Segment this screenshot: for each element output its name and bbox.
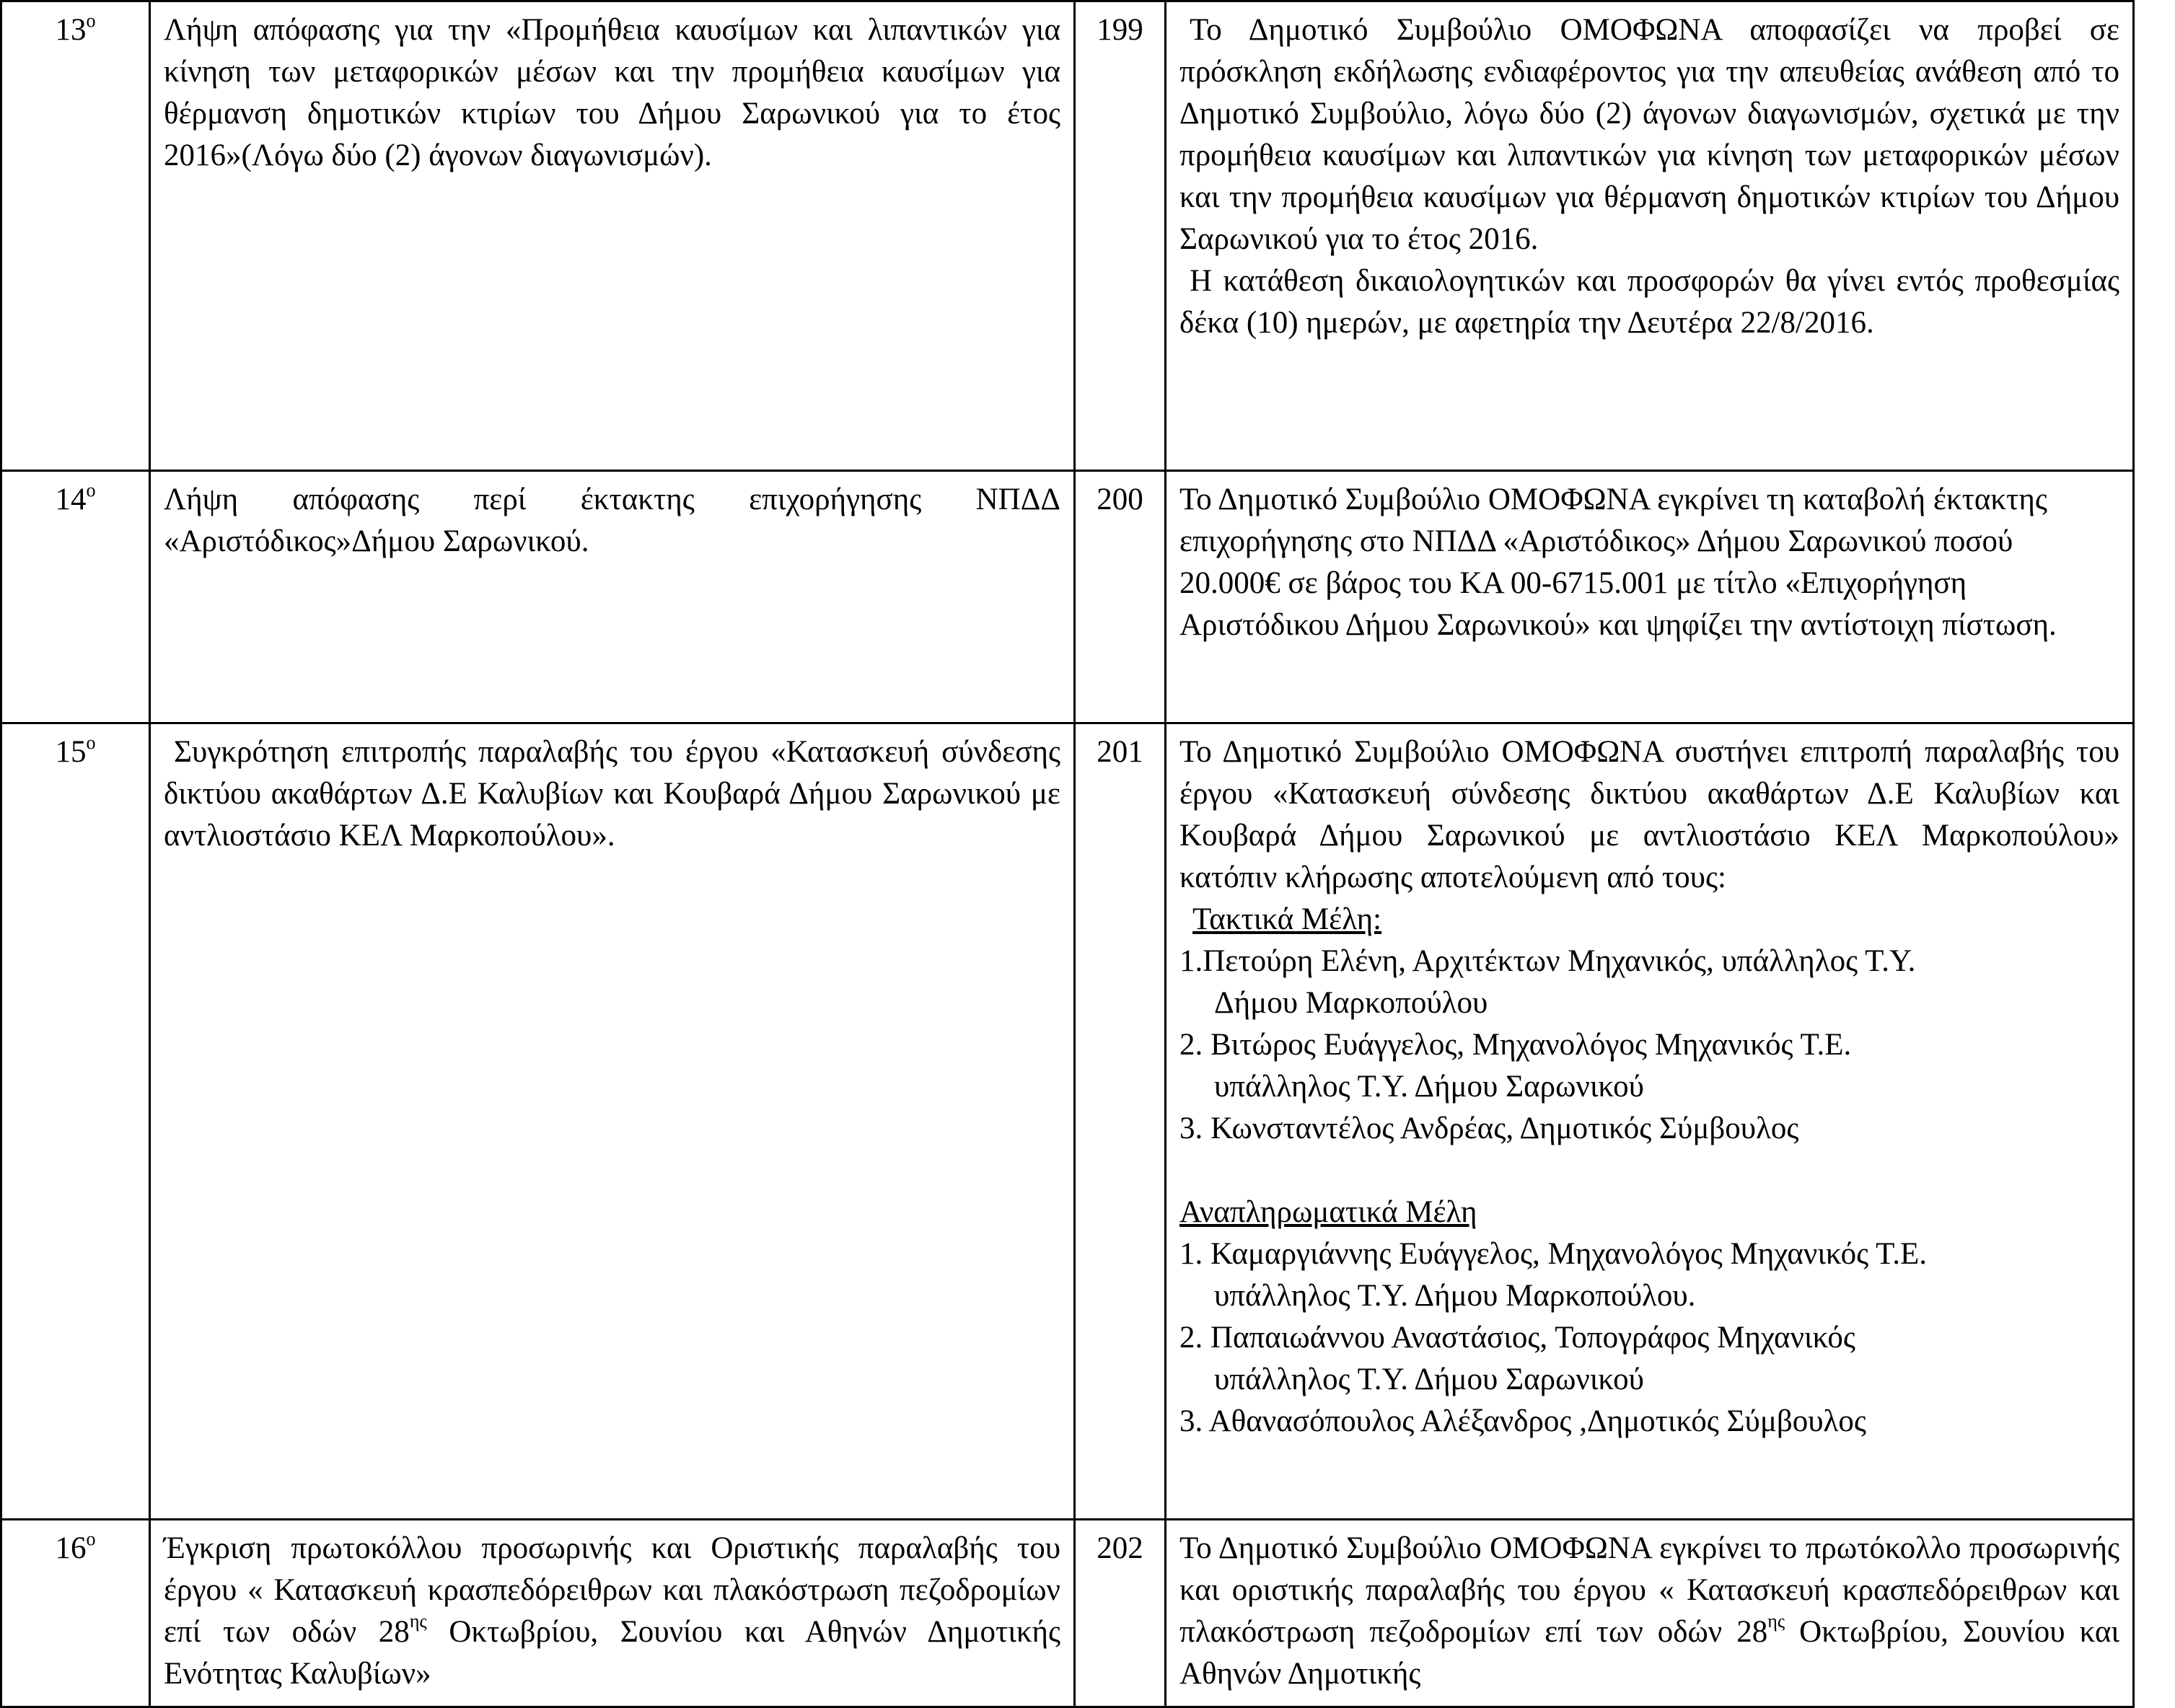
- table-row: [1, 471, 2134, 723]
- table-row: [1, 1, 2134, 471]
- decision-number: 200: [1097, 483, 1143, 516]
- table-row: [1, 723, 2134, 1520]
- decision-paragraph: Το Δημοτικό Συμβούλιο ΟΜΟΦΩΝΑ αποφασίζει να προβεί σε πρόσκληση εκδήλωσης ενδιαφέροντος για την απευθείας ανάθεση από το Δημοτικό Συμβούλιο, λόγω δύο (2) άγονων διαγωνισμών, σχετικά με την προμήθεια καυσίμων και λιπαντικών για κίνηση των μεταφορικών μέσων και την προμήθεια καυσίμων για θέρμανση δημοτικών κτιρίων του Δήμου Σαρωνικού για το έτος 2016.: [1179, 13, 2119, 256]
- decision-text: Το Δημοτικό Συμβούλιο ΟΜΟΦΩΝΑ εγκρίνει το πρωτόκολλο προσωρινής και οριστικής παραλαβής του έργου « Κατασκευή κρασπεδόρειθρων και πλακόστρωση πεζοδρομίων επί των οδών 28: [1179, 1531, 2119, 1649]
- subject-cell: [150, 723, 1075, 1520]
- member-line-continued: υπάλληλος Τ.Υ. Δήμου Σαρωνικού: [1214, 1070, 1644, 1104]
- regular-members-heading: Τακτικά Μέλη:: [1192, 902, 1382, 936]
- item-number-cell: [1, 1, 150, 471]
- subject-cell: [150, 1, 1075, 471]
- ordinal-suffix: ης: [1767, 1611, 1785, 1632]
- decision-paragraph: Το Δημοτικό Συμβούλιο ΟΜΟΦΩΝΑ εγκρίνει τη καταβολή έκτακτης επιχορήγησης στο ΝΠΔΔ «Αριστόδικος» Δήμου Σαρωνικού ποσού 20.000€ σε βάρος του ΚΑ 00-6715.001 με τίτλο «Επιχορήγηση Αριστόδικου Δήμου Σαρωνικού» και ψηφίζει την αντίστοιχη πίστωση.: [1179, 483, 2057, 642]
- ordinal-suffix: ο: [86, 10, 96, 31]
- item-number: 15: [55, 735, 87, 769]
- table-row: [1, 1520, 2134, 1707]
- decision-cell: [1166, 723, 2134, 1520]
- member-line-continued: υπάλληλος Τ.Υ. Δήμου Μαρκοπούλου.: [1214, 1279, 1696, 1313]
- member-line: 2. Βιτώρος Ευάγγελος, Μηχανολόγος Μηχανικός Τ.Ε.: [1179, 1028, 1852, 1062]
- member-line-continued: υπάλληλος Τ.Υ. Δήμου Σαρωνικού: [1214, 1363, 1644, 1396]
- item-number-cell: [1, 723, 150, 1520]
- member-line: 1.Πετούρη Ελένη, Αρχιτέκτων Μηχανικός, υπάλληλος Τ.Υ.: [1179, 944, 1916, 978]
- item-number: 14: [55, 483, 87, 516]
- decision-cell: [1166, 471, 2134, 723]
- member-line: 2. Παπαιωάννου Αναστάσιος, Τοπογράφος Μηχανικός: [1179, 1321, 1855, 1355]
- decision-cell: [1166, 1, 2134, 471]
- member-line: 3. Κωνσταντέλος Ανδρέας, Δημοτικός Σύμβουλος: [1179, 1111, 1799, 1145]
- decision-number-cell: [1075, 723, 1166, 1520]
- decision-paragraph: Η κατάθεση δικαιολογητικών και προσφορών θα γίνει εντός προθεσμίας δέκα (10) ημερών, με αφετηρία την Δευτέρα 22/8/2016.: [1179, 264, 2119, 340]
- member-line: 3. Αθανασόπουλος Αλέξανδρος ,Δημοτικός Σύμβουλος: [1179, 1404, 1866, 1438]
- decision-text: Οκτωβρίου, Σουνίου και Αθηνών Δημοτικής: [1179, 1615, 2119, 1691]
- ordinal-suffix: ο: [86, 480, 96, 501]
- decision-number-cell: [1075, 1, 1166, 471]
- subject-text: Λήψη απόφασης για την «Προμήθεια καυσίμων και λιπαντικών για κίνηση των μεταφορικών μέσων και την προμήθεια καυσίμων για θέρμανση δημοτικών κτιρίων του Δήμου Σαρωνικού για το έτος 2016»(Λόγω δύο (2) άγονων διαγωνισμών).: [164, 13, 1060, 172]
- item-number: 13: [55, 13, 87, 47]
- decision-paragraph: [1179, 1528, 2119, 1695]
- decision-number: 201: [1097, 735, 1143, 769]
- ordinal-suffix: ο: [86, 732, 96, 753]
- item-number-cell: [1, 471, 150, 723]
- alternate-members-heading: Αναπληρωματικά Μέλη: [1179, 1195, 1477, 1229]
- decision-number: 199: [1097, 13, 1143, 47]
- decision-paragraph: Το Δημοτικό Συμβούλιο ΟΜΟΦΩΝΑ συστήνει επιτροπή παραλαβής του έργου «Κατασκευή σύνδεσης δικτύου ακαθάρτων Δ.Ε Καλυβίων και Κουβαρά Δήμου Σαρωνικού με αντλιοστάσιο ΚΕΛ Μαρκοπούλου» κατόπιν κλήρωσης αποτελούμενη από τους:: [1179, 735, 2119, 894]
- subject-text: Οκτωβρίου, Σουνίου και Αθηνών Δημοτικής Ενότητας Καλυβίων»: [164, 1615, 1060, 1691]
- item-number-cell: [1, 1520, 150, 1707]
- subject-cell: [150, 1520, 1075, 1707]
- member-line: 1. Καμαργιάννης Ευάγγελος, Μηχανολόγος Μηχανικός Τ.Ε.: [1179, 1237, 1927, 1271]
- member-line-continued: Δήμου Μαρκοπούλου: [1214, 986, 1488, 1020]
- item-number: 16: [55, 1531, 87, 1565]
- subject-text: Λήψη απόφασης περί έκτακτης επιχορήγησης ΝΠΔΔ «Αριστόδικος»Δήμου Σαρωνικού.: [164, 483, 1060, 558]
- subject-text: Συγκρότηση επιτροπής παραλαβής του έργου «Κατασκευή σύνδεσης δικτύου ακαθάρτων Δ.Ε Καλυβίων και Κουβαρά Δήμου Σαρωνικού με αντλιοστάσιο ΚΕΛ Μαρκοπούλου».: [164, 735, 1060, 853]
- subject-cell: [150, 471, 1075, 723]
- decision-cell: [1166, 1520, 2134, 1707]
- subject-text: Έγκριση πρωτοκόλλου προσωρινής και Οριστικής παραλαβής του έργου « Κατασκευή κρασπεδόρειθρων και πλακόστρωση πεζοδρομίων επί των οδών 28: [164, 1531, 1060, 1649]
- decision-number-cell: [1075, 1520, 1166, 1707]
- decision-number: 202: [1097, 1531, 1143, 1565]
- ordinal-suffix: ο: [86, 1528, 96, 1549]
- ordinal-suffix: ης: [409, 1611, 427, 1632]
- decision-number-cell: [1075, 471, 1166, 723]
